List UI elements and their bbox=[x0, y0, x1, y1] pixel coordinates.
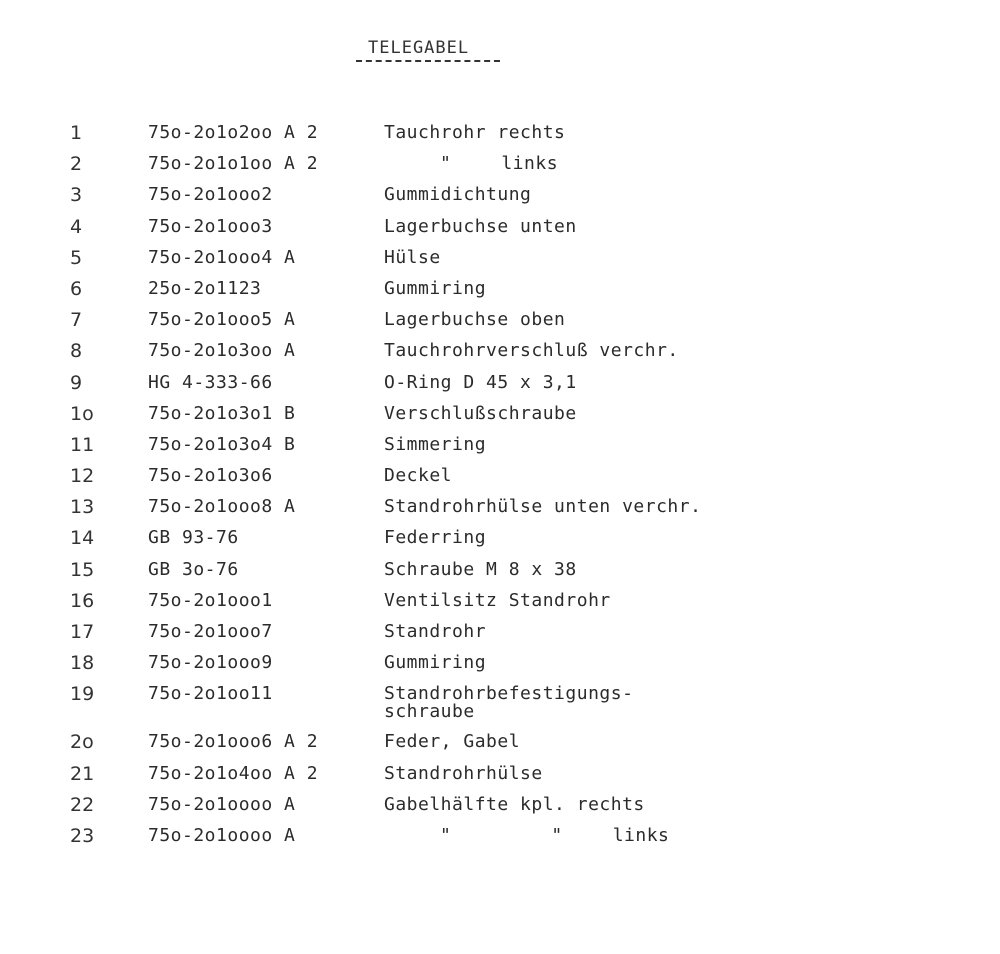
part-description bbox=[384, 821, 669, 851]
part-code: 75o-2o1o3oo A bbox=[148, 340, 296, 362]
part-code: 75o-2o1o2oo A 2 bbox=[148, 122, 319, 143]
part-description bbox=[384, 149, 558, 179]
part-code: 75o-2o1ooo2 bbox=[148, 184, 273, 206]
part-description: Lagerbuchse unten bbox=[384, 215, 577, 237]
part-code: 75o-2o1o1oo A 2 bbox=[148, 153, 319, 175]
parts-row bbox=[0, 492, 1000, 523]
part-description: Tauchrohrverschluß verchr. bbox=[384, 340, 679, 362]
position-number: 19 bbox=[70, 683, 95, 706]
part-description: Gummiring bbox=[384, 652, 487, 674]
part-code: 75o-2o1oooo A bbox=[148, 824, 296, 846]
position-number: 13 bbox=[70, 496, 95, 519]
parts-row bbox=[0, 149, 1000, 180]
parts-row bbox=[0, 368, 1000, 399]
part-description: Verschlußschraube bbox=[384, 402, 577, 424]
part-code: 75o-2o1o3o4 B bbox=[148, 433, 296, 455]
part-code: 75o-2o1ooo6 A 2 bbox=[148, 731, 319, 753]
part-code: 75o-2o1ooo9 bbox=[148, 652, 273, 674]
part-description: Gummidichtung bbox=[384, 184, 532, 206]
part-description: Gummiring bbox=[384, 277, 487, 299]
parts-row bbox=[0, 727, 1000, 758]
document-title: TELEGABEL bbox=[368, 38, 470, 58]
part-code: 25o-2o1123 bbox=[148, 277, 262, 299]
ditto-label: links bbox=[501, 153, 559, 175]
parts-row bbox=[0, 648, 1000, 679]
position-number: 7 bbox=[70, 309, 83, 332]
position-number: 2o bbox=[70, 731, 94, 754]
ditto-mark: " bbox=[551, 824, 563, 846]
parts-row bbox=[0, 759, 1000, 790]
position-number: 11 bbox=[70, 433, 95, 456]
part-code: HG 4-333-66 bbox=[148, 371, 273, 393]
part-description-line-1: Standrohrbefestigungs- bbox=[384, 683, 634, 705]
position-number: 9 bbox=[70, 371, 83, 394]
part-description: Hülse bbox=[384, 246, 441, 268]
parts-row bbox=[0, 274, 1000, 305]
parts-row bbox=[0, 430, 1000, 461]
part-code: GB 93-76 bbox=[148, 527, 239, 549]
part-code: 75o-2o1ooo5 A bbox=[148, 309, 296, 331]
part-description: Schraube M 8 x 38 bbox=[384, 558, 577, 580]
position-number: 6 bbox=[70, 277, 83, 300]
position-number: 23 bbox=[70, 824, 95, 847]
position-number: 2 bbox=[70, 153, 83, 176]
part-description: Gabelhälfte kpl. rechts bbox=[384, 793, 645, 815]
position-number: 14 bbox=[70, 527, 95, 550]
position-number: 1 bbox=[70, 122, 83, 144]
part-description: Feder, Gabel bbox=[384, 731, 521, 753]
parts-row bbox=[0, 461, 1000, 492]
position-number: 5 bbox=[70, 246, 83, 269]
parts-row bbox=[0, 118, 1000, 149]
part-description: Simmering bbox=[384, 433, 487, 455]
position-number: 22 bbox=[70, 793, 95, 816]
parts-row bbox=[0, 336, 1000, 367]
position-number: 1o bbox=[70, 402, 94, 425]
part-description-line-2: schraube bbox=[384, 701, 475, 723]
parts-row bbox=[0, 399, 1000, 430]
parts-row bbox=[0, 790, 1000, 821]
part-description: O-Ring D 45 x 3,1 bbox=[384, 371, 577, 393]
parts-row bbox=[0, 586, 1000, 617]
part-description bbox=[384, 685, 633, 721]
part-code: 75o-2o1ooo3 bbox=[148, 215, 273, 237]
part-description: Standrohr bbox=[384, 621, 487, 642]
part-code: GB 3o-76 bbox=[148, 558, 239, 580]
ditto-mark: " bbox=[440, 153, 452, 175]
part-description: Deckel bbox=[384, 465, 453, 487]
title-underline bbox=[356, 60, 500, 62]
part-description: Ventilsitz Standrohr bbox=[384, 589, 611, 611]
parts-row bbox=[0, 180, 1000, 211]
position-number: 16 bbox=[70, 589, 95, 612]
position-number: 18 bbox=[70, 652, 95, 675]
part-code: 75o-2o1ooo4 A bbox=[148, 246, 296, 268]
part-description: Standrohrhülse unten verchr. bbox=[384, 496, 702, 518]
position-number: 12 bbox=[70, 465, 95, 488]
part-code: 75o-2o1ooo7 bbox=[148, 621, 273, 642]
ditto-mark: " bbox=[440, 824, 452, 846]
part-description: Tauchrohr rechts bbox=[384, 122, 566, 143]
position-number: 21 bbox=[70, 762, 95, 785]
part-code: 75o-2o1o4oo A 2 bbox=[148, 762, 319, 784]
parts-row bbox=[0, 243, 1000, 274]
position-number: 15 bbox=[70, 558, 95, 581]
position-number: 17 bbox=[70, 621, 95, 643]
parts-row bbox=[0, 523, 1000, 554]
part-code: 75o-2o1oo11 bbox=[148, 683, 273, 705]
part-code: 75o-2o1ooo1 bbox=[148, 589, 273, 611]
part-code: 75o-2o1ooo8 A bbox=[148, 496, 296, 518]
position-number: 8 bbox=[70, 340, 83, 363]
part-code: 75o-2o1o3o6 bbox=[148, 465, 273, 487]
parts-row bbox=[0, 305, 1000, 336]
part-description: Federring bbox=[384, 527, 487, 549]
position-number: 3 bbox=[70, 184, 83, 207]
part-description: Lagerbuchse oben bbox=[384, 309, 566, 331]
part-description: Standrohrhülse bbox=[384, 762, 543, 784]
parts-list bbox=[0, 118, 1000, 852]
ditto-label: links bbox=[612, 824, 670, 846]
parts-row bbox=[0, 679, 1000, 727]
part-code: 75o-2o1o3o1 B bbox=[148, 402, 296, 424]
position-number: 4 bbox=[70, 215, 83, 238]
part-code: 75o-2o1oooo A bbox=[148, 793, 296, 815]
parts-row bbox=[0, 617, 1000, 648]
parts-row bbox=[0, 212, 1000, 243]
parts-row bbox=[0, 821, 1000, 852]
parts-row bbox=[0, 555, 1000, 586]
